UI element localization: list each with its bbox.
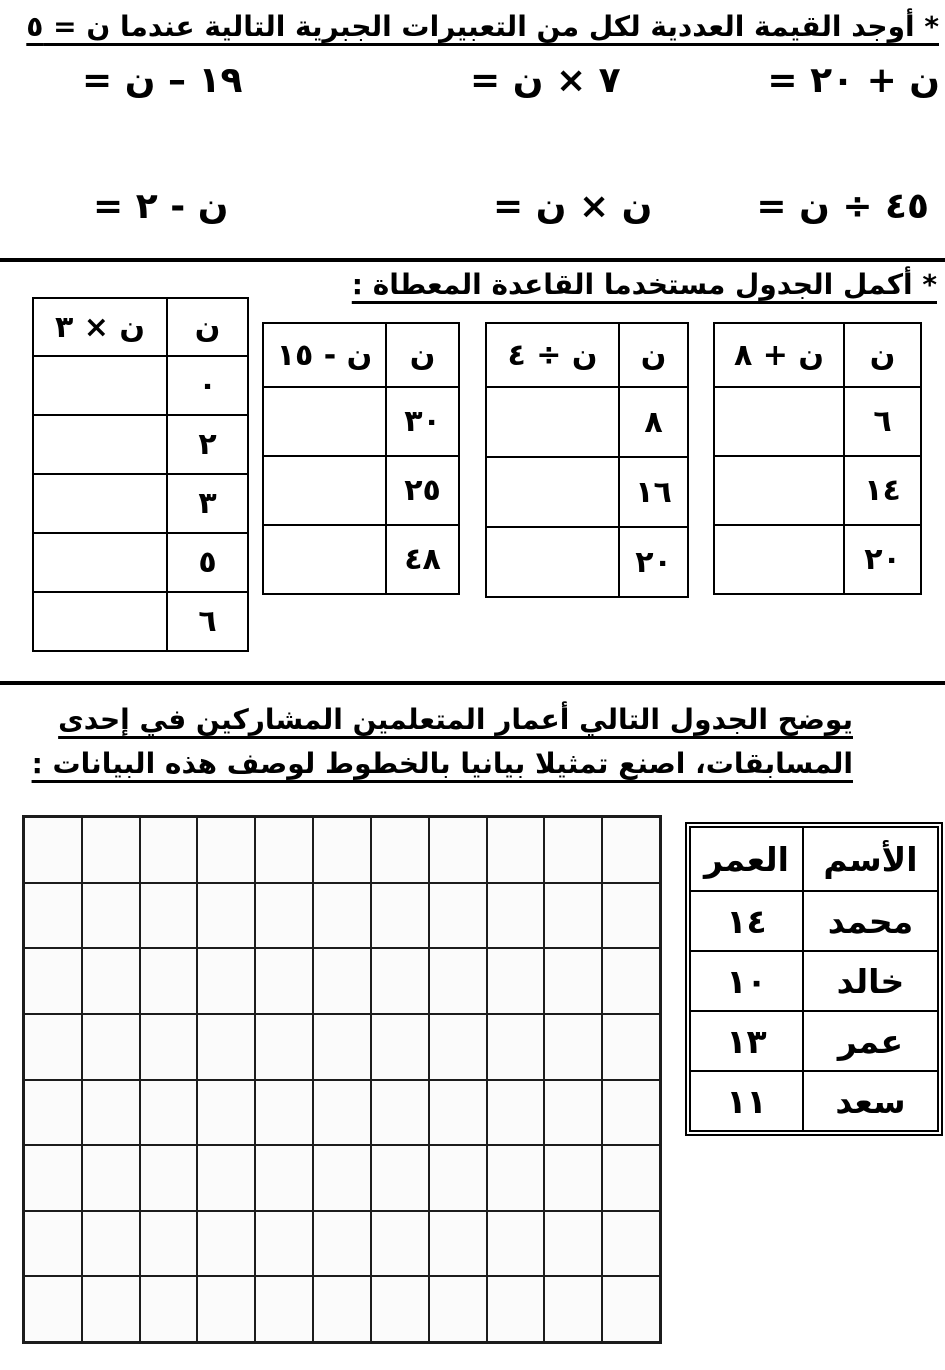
- answer-cell: [714, 387, 844, 456]
- column-header-rule: ن + ٨: [714, 323, 844, 387]
- grid-cell: [25, 949, 81, 1013]
- table-row: [690, 891, 938, 951]
- section3-title: [32, 698, 853, 786]
- student-name: سعد: [803, 1071, 938, 1131]
- grid-cell: [430, 818, 486, 882]
- rule-table-n-plus-8: [713, 322, 922, 595]
- expression-n-minus-2: ن - ٢ =: [93, 186, 229, 227]
- grid-cell: [83, 1081, 139, 1145]
- column-header-n: ن: [619, 323, 688, 387]
- grid-cell: [545, 1146, 601, 1210]
- grid-cell: [83, 1146, 139, 1210]
- grid-cell: [256, 1081, 312, 1145]
- student-age: ١٤: [690, 891, 803, 951]
- grid-cell: [430, 949, 486, 1013]
- expression-7-times-n: ٧ × ن =: [470, 60, 621, 101]
- grid-cell: [141, 1146, 197, 1210]
- grid-cell: [141, 949, 197, 1013]
- grid-cell: [372, 1277, 428, 1341]
- grid-cell: [198, 1015, 254, 1079]
- grid-cell: [314, 884, 370, 948]
- grid-cell: [25, 818, 81, 882]
- grid-cell: [314, 818, 370, 882]
- grid-cell: [141, 818, 197, 882]
- grid-cell: [545, 818, 601, 882]
- grid-cell: [25, 1081, 81, 1145]
- section3-title-line2: المسابقات، اصنع تمثيلا بيانيا بالخطوط لوصف هذه البيانات :: [31, 747, 853, 780]
- answer-cell: [486, 387, 619, 457]
- answer-cell: [486, 457, 619, 527]
- header-name: الأسم: [803, 827, 938, 891]
- grid-cell: [603, 1081, 659, 1145]
- student-name: خالد: [803, 951, 938, 1011]
- grid-cell: [430, 1081, 486, 1145]
- grid-cell: [488, 1015, 544, 1079]
- answer-cell: [33, 533, 167, 592]
- grid-cell: [545, 1277, 601, 1341]
- grid-cell: [256, 949, 312, 1013]
- table-row: [690, 1011, 938, 1071]
- grid-cell: [25, 1212, 81, 1276]
- n-value-cell: ٢٠: [619, 527, 688, 597]
- grid-cell: [372, 1015, 428, 1079]
- n-value-cell: ٣٠: [386, 387, 459, 456]
- grid-cell: [430, 1146, 486, 1210]
- grid-cell: [198, 884, 254, 948]
- student-name: عمر: [803, 1011, 938, 1071]
- n-value-cell: ٦: [167, 592, 248, 651]
- grid-cell: [83, 1277, 139, 1341]
- graph-grid: [22, 815, 662, 1344]
- grid-cell: [83, 884, 139, 948]
- answer-cell: [714, 525, 844, 594]
- grid-cell: [545, 1081, 601, 1145]
- grid-cell: [372, 1081, 428, 1145]
- grid-cell: [314, 1212, 370, 1276]
- n-value-cell: ١٤: [844, 456, 921, 525]
- grid-cell: [141, 1212, 197, 1276]
- grid-cell: [198, 1146, 254, 1210]
- grid-cell: [314, 1015, 370, 1079]
- answer-cell: [33, 592, 167, 651]
- grid-cell: [488, 949, 544, 1013]
- grid-cell: [256, 1146, 312, 1210]
- grid-cell: [141, 1015, 197, 1079]
- n-value-cell: ٢٠: [844, 525, 921, 594]
- grid-cell: [545, 884, 601, 948]
- grid-cell: [430, 1015, 486, 1079]
- column-header-rule: ن × ٣: [33, 298, 167, 356]
- grid-cell: [488, 818, 544, 882]
- n-value-cell: ٢٥: [386, 456, 459, 525]
- section-divider-2: [0, 681, 945, 685]
- answer-cell: [33, 474, 167, 533]
- n-value-cell: ٣: [167, 474, 248, 533]
- grid-cell: [372, 818, 428, 882]
- grid-cell: [488, 1277, 544, 1341]
- grid-cell: [488, 884, 544, 948]
- grid-cell: [25, 1277, 81, 1341]
- answer-cell: [33, 415, 167, 474]
- answer-cell: [263, 456, 386, 525]
- grid-cell: [83, 1212, 139, 1276]
- table-row: [690, 1071, 938, 1131]
- grid-cell: [603, 1146, 659, 1210]
- student-age: ١١: [690, 1071, 803, 1131]
- grid-cell: [25, 884, 81, 948]
- column-header-n: ن: [844, 323, 921, 387]
- grid-cell: [83, 949, 139, 1013]
- grid-cell: [545, 1212, 601, 1276]
- answer-cell: [263, 387, 386, 456]
- grid-cell: [198, 818, 254, 882]
- header-age: العمر: [690, 827, 803, 891]
- column-header-n: ن: [167, 298, 248, 356]
- expression-45-div-n: ٤٥ ÷ ن =: [756, 186, 929, 227]
- n-value-cell: ١٦: [619, 457, 688, 527]
- grid-cell: [603, 884, 659, 948]
- grid-cell: [314, 1277, 370, 1341]
- grid-cell: [256, 1015, 312, 1079]
- column-header-n: ن: [386, 323, 459, 387]
- grid-cell: [488, 1081, 544, 1145]
- grid-cell: [603, 1277, 659, 1341]
- n-value-cell: ٠: [167, 356, 248, 415]
- expression-n-times-n: ن × ن =: [493, 186, 653, 227]
- rule-table-n-times-3: [32, 297, 249, 652]
- rule-table-n-div-4: [485, 322, 689, 598]
- grid-cell: [83, 818, 139, 882]
- section1-title: * أوجد القيمة العددية لكل من التعبيرات الجبرية التالية عندما ن = ٥: [26, 10, 939, 43]
- grid-cell: [372, 949, 428, 1013]
- grid-cell: [430, 884, 486, 948]
- n-value-cell: ٥: [167, 533, 248, 592]
- answer-cell: [263, 525, 386, 594]
- grid-cell: [141, 1277, 197, 1341]
- grid-cell: [25, 1146, 81, 1210]
- section3-title-line1: يوضح الجدول التالي أعمار المتعلمين المشاركين في إحدى: [58, 703, 853, 736]
- rule-table-n-minus-15: [262, 322, 460, 595]
- column-header-rule: ن ÷ ٤: [486, 323, 619, 387]
- student-name: محمد: [803, 891, 938, 951]
- student-age: ١٠: [690, 951, 803, 1011]
- grid-cell: [603, 1212, 659, 1276]
- grid-cell: [314, 1081, 370, 1145]
- grid-cell: [198, 949, 254, 1013]
- n-value-cell: ٨: [619, 387, 688, 457]
- expression-19-minus-n: ١٩ – ن =: [82, 60, 243, 101]
- grid-cell: [430, 1277, 486, 1341]
- answer-cell: [486, 527, 619, 597]
- answer-cell: [714, 456, 844, 525]
- grid-cell: [372, 1212, 428, 1276]
- grid-cell: [256, 1212, 312, 1276]
- table-row: [690, 951, 938, 1011]
- grid-cell: [603, 949, 659, 1013]
- grid-cell: [545, 949, 601, 1013]
- section-divider-1: [0, 258, 945, 262]
- grid-cell: [25, 1015, 81, 1079]
- column-header-rule: ن - ١٥: [263, 323, 386, 387]
- grid-cell: [198, 1277, 254, 1341]
- grid-cell: [545, 1015, 601, 1079]
- n-value-cell: ٤٨: [386, 525, 459, 594]
- grid-cell: [488, 1212, 544, 1276]
- grid-cell: [141, 884, 197, 948]
- students-table-border: [685, 822, 943, 1136]
- grid-cell: [430, 1212, 486, 1276]
- grid-cell: [603, 1015, 659, 1079]
- grid-cell: [256, 818, 312, 882]
- n-value-cell: ٢: [167, 415, 248, 474]
- grid-cell: [314, 1146, 370, 1210]
- grid-cell: [488, 1146, 544, 1210]
- expression-n-plus-20: ن + ٢٠ =: [767, 60, 940, 101]
- grid-cell: [198, 1212, 254, 1276]
- grid-cell: [372, 1146, 428, 1210]
- answer-cell: [33, 356, 167, 415]
- grid-cell: [372, 884, 428, 948]
- table-header-row: [690, 827, 938, 891]
- grid-cell: [256, 884, 312, 948]
- grid-cell: [256, 1277, 312, 1341]
- grid-cell: [314, 949, 370, 1013]
- grid-cell: [603, 818, 659, 882]
- grid-cell: [198, 1081, 254, 1145]
- n-value-cell: ٦: [844, 387, 921, 456]
- grid-cell: [83, 1015, 139, 1079]
- student-age: ١٣: [690, 1011, 803, 1071]
- section2-title: * أكمل الجدول مستخدما القاعدة المعطاة :: [351, 268, 937, 301]
- grid-cell: [141, 1081, 197, 1145]
- students-table: [689, 826, 939, 1132]
